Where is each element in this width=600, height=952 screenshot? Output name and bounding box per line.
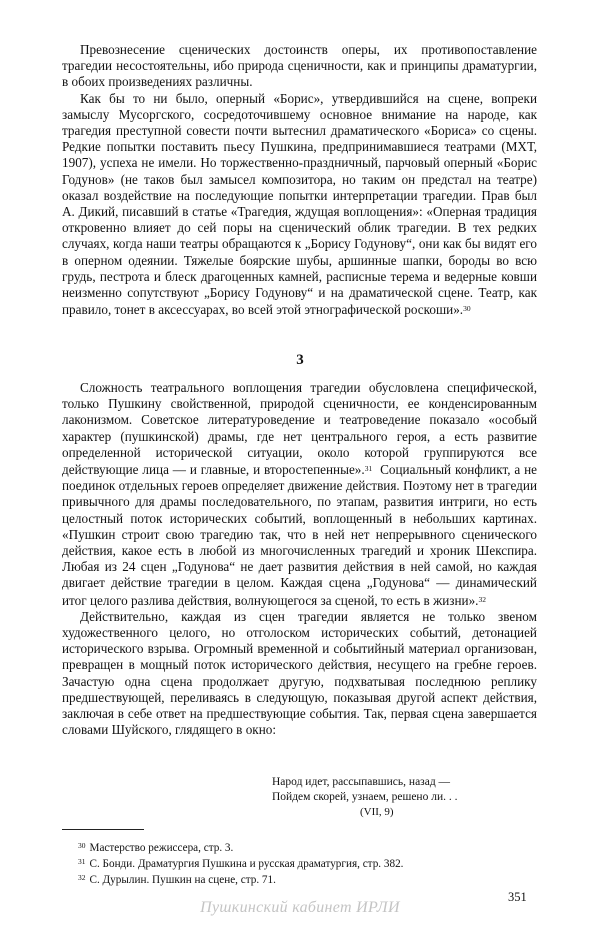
footnote-ref-32: 32: [478, 594, 486, 604]
verse-line-1: Народ идет, рассыпавшись, назад —: [272, 776, 451, 788]
watermark: Пушкинский кабинет ИРЛИ: [200, 899, 400, 916]
intro-paragraph-1: Превознесение сценических достоинств оперы, их противопоставление трагедии несостоятельны, ибо природа сценичности, как и принципы драматургии, в обоих произведениях различны.: [62, 42, 537, 90]
main-text: [62, 380, 537, 738]
verse-line-2: Пойдем скорей, узнаем, решено ли. . .: [272, 791, 458, 803]
footnote-number: 31: [78, 857, 86, 866]
footnote-text: Мастерство режиссера, стр. 3.: [89, 842, 234, 854]
footnote-text: С. Бонди. Драматургия Пушкина и русская драматургия, стр. 382.: [89, 858, 404, 870]
main-paragraph-1-part-a: Сложность театрального воплощения трагедии обусловлена специфической, только Пушкину свойственной, природой сценичности, ее конденсированным лаконизмом. Советское литературоведение и театроведение показало «особый характер (пушкинской) драмы, где нет центрального героя, а есть развитие определенной исторической ситуации, около которой группируются все действующие лица — и главные, и второстепенные».: [62, 380, 537, 478]
footnote-ref-31: 31: [364, 464, 373, 474]
section-number: 3: [296, 352, 304, 368]
intro-paragraph-2: [62, 91, 537, 319]
verse-quote: [272, 775, 457, 805]
footnote-number: 32: [78, 873, 86, 882]
footnote-ref-30: 30: [463, 304, 471, 314]
footnote-divider: [62, 829, 144, 830]
page-number: 351: [508, 890, 527, 904]
footnotes: [78, 839, 518, 887]
main-paragraph-1-part-b: Социальный конфликт, а не поединок отдельных героев определяет движение действия. Поэтому нет в трагедии привычного для драмы последовательного, по этапам, развития интриги, но есть целостный поток исторических событий, воплощенный в небольших картинах. «Пушкин строит свою трагедию так, что в ней нет непрерывного сценического действия, какое есть в любой из многочисленных трагедий и хроник Шекспира. Любая из 24 сцен „Годунова“ не дает развития действия в ней самой, но каждая двигает действие трагедии в целом. Каждая сцена „Годунова“ — динамический итог целого разлива действия, волнующегося за сценой, то есть в жизни».: [62, 462, 537, 608]
intro-text: [62, 42, 537, 318]
main-paragraph-2: Действительно, каждая из сцен трагедии является не только звеном художественного целого, но отголоском исторических событий, детонацией исторического взрыва. Огромный временной и событийный материал организован, превращен в мощный поток исторического действия, несущего на гребне героев. Зачастую одна сцена продолжает другую, подхватывая последнюю реплику предшествующей, переливаясь в следующую, показывая другой аспект действия, заключая в себе ответ на предшествующие события. Так, первая сцена завершается словами Шуйского, глядящего в окно:: [62, 608, 537, 738]
verse-reference: (VII, 9): [360, 806, 394, 818]
intro-paragraph-2-text: Как бы то ни было, оперный «Борис», утвердившийся на сцене, вопреки замыслу Мусоргского, сосредоточившему основное внимание на народе, как трагедия преступной совести почти вытеснил драматического «Бориса» со сцены. Редкие попытки поставить пьесу Пушкина, предпринимавшиеся театрами (МХТ, 1907), успеха не имели. Но торжественно-праздничный, парчовый оперный «Борис Годунов» (не таков был замысел композитора, но таким он предстал на театре) оказал воздействие на последующие попытки интерпретации трагедии. Прав был А. Дикий, писавший в статье «Трагедия, ждущая воплощения»: «Оперная традиция откровенно влияет до сей поры на сценический облик трагедии. В тех редких случаях, когда наши театры обращаются к „Борису Годунову“, они как бы видят его в оперном одеянии. Тяжелые боярские шубы, аршинные шапки, бороды во всю грудь, пестрота и блеск драгоценных камней, расписные терема и ведерные ковши неизменно сопутствуют „Борису Годунову“ и на драматической сцене. Театр, как правило, тонет в аксессуарах, во всей этой этнографической роскоши».: [62, 90, 537, 318]
main-paragraph-1: [62, 380, 537, 609]
footnote-number: 30: [78, 841, 86, 850]
footnote-32: [78, 871, 518, 887]
footnote-30: [78, 839, 518, 855]
footnote-text: С. Дурылин. Пушкин на сцене, стр. 71.: [89, 874, 276, 886]
footnote-31: [78, 855, 518, 871]
